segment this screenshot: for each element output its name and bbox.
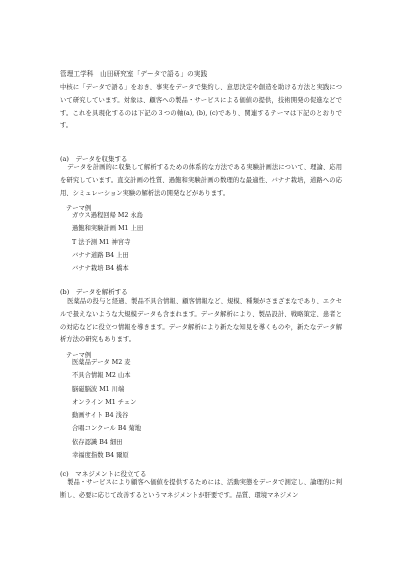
document-title: 管理工学科 山田研究室「データで語る」の実践	[60, 70, 208, 78]
section-b-heading: (b) データを解析する	[60, 288, 128, 296]
section-c-text: 製品・サービスにより顧客へ価値を提供するためには、活動実態をデータで測定し、論理的に判断し、必要に応じて改善するというマネジメントが肝要です。品質、環境マネジメン	[60, 479, 342, 499]
section-b-text: 医薬品の投与と経過、製品不具合情報、顧客情報など、規模、種類がさまざまなであり、エクセルで扱えないような大規模データも含まれます。データ解析により、製品設計、戦略策定、患者との対応などに役立つ情報を導きます。データ解析により新たな知見を導くものや，新たなデータ解析方法の研究もあります。	[60, 298, 342, 344]
section-c-paragraph	[60, 477, 342, 503]
intro-paragraph	[60, 82, 342, 133]
list-item: ガウス過程回帰 M2 永島	[72, 212, 143, 219]
list-item: 動画サイト B4 浅谷	[72, 412, 129, 420]
list-item: 依存認識 B4 細田	[72, 438, 123, 446]
intro-text: 中核に「データで語る」をおき、事実をデータで集約し、意思決定や創造を助ける方法と実践について研究しています。対象は、顧客への製品・サービスによる価値の提供，技術開発の促進などです。これを具現化するのは下記の３つの軸(a), (b), (c)であり、関連するテーマは下記のとおりです。	[60, 84, 342, 130]
section-b-examples-label: テーマ例	[66, 352, 92, 359]
section-b-paragraph	[60, 296, 342, 347]
section-a-text: データを計画的に収集して解析するための体系的な方法である実験計画法について、理論、応用を研究しています。直交計画の性質、過飽和実験計画の数理的な最適性、バナナ栽培，道路への応用、シミュレーション実験の解析法の開発などがあります。	[60, 164, 342, 197]
section-b-examples-list	[72, 356, 141, 462]
section-c-heading: (c) マネジメントに役立てる	[60, 470, 147, 478]
list-item: 医薬品データ M2 麦	[72, 359, 131, 366]
list-item: 合唱コンクール B4 菊地	[72, 425, 142, 433]
list-item: 脳磁脳波 M1 川端	[72, 385, 125, 393]
list-item: 不具合情報 M2 山本	[72, 372, 131, 380]
list-item: 幸福度指数 B4 爾原	[72, 452, 129, 460]
list-item: T 法予測 M1 神宮寺	[72, 238, 131, 246]
list-item: オンライン M1 チェン	[72, 398, 137, 406]
list-item: バナナ栽培 B4 橋本	[72, 265, 129, 273]
section-a-examples-label: テーマ例	[66, 205, 92, 212]
section-a-heading: (a) データを収集する	[60, 155, 128, 163]
list-item: バナナ道路 B4 上田	[72, 251, 129, 259]
section-a-paragraph	[60, 162, 342, 200]
section-a-examples-list	[72, 209, 143, 275]
list-item: 過飽和実験計画 M1 上田	[72, 225, 144, 233]
